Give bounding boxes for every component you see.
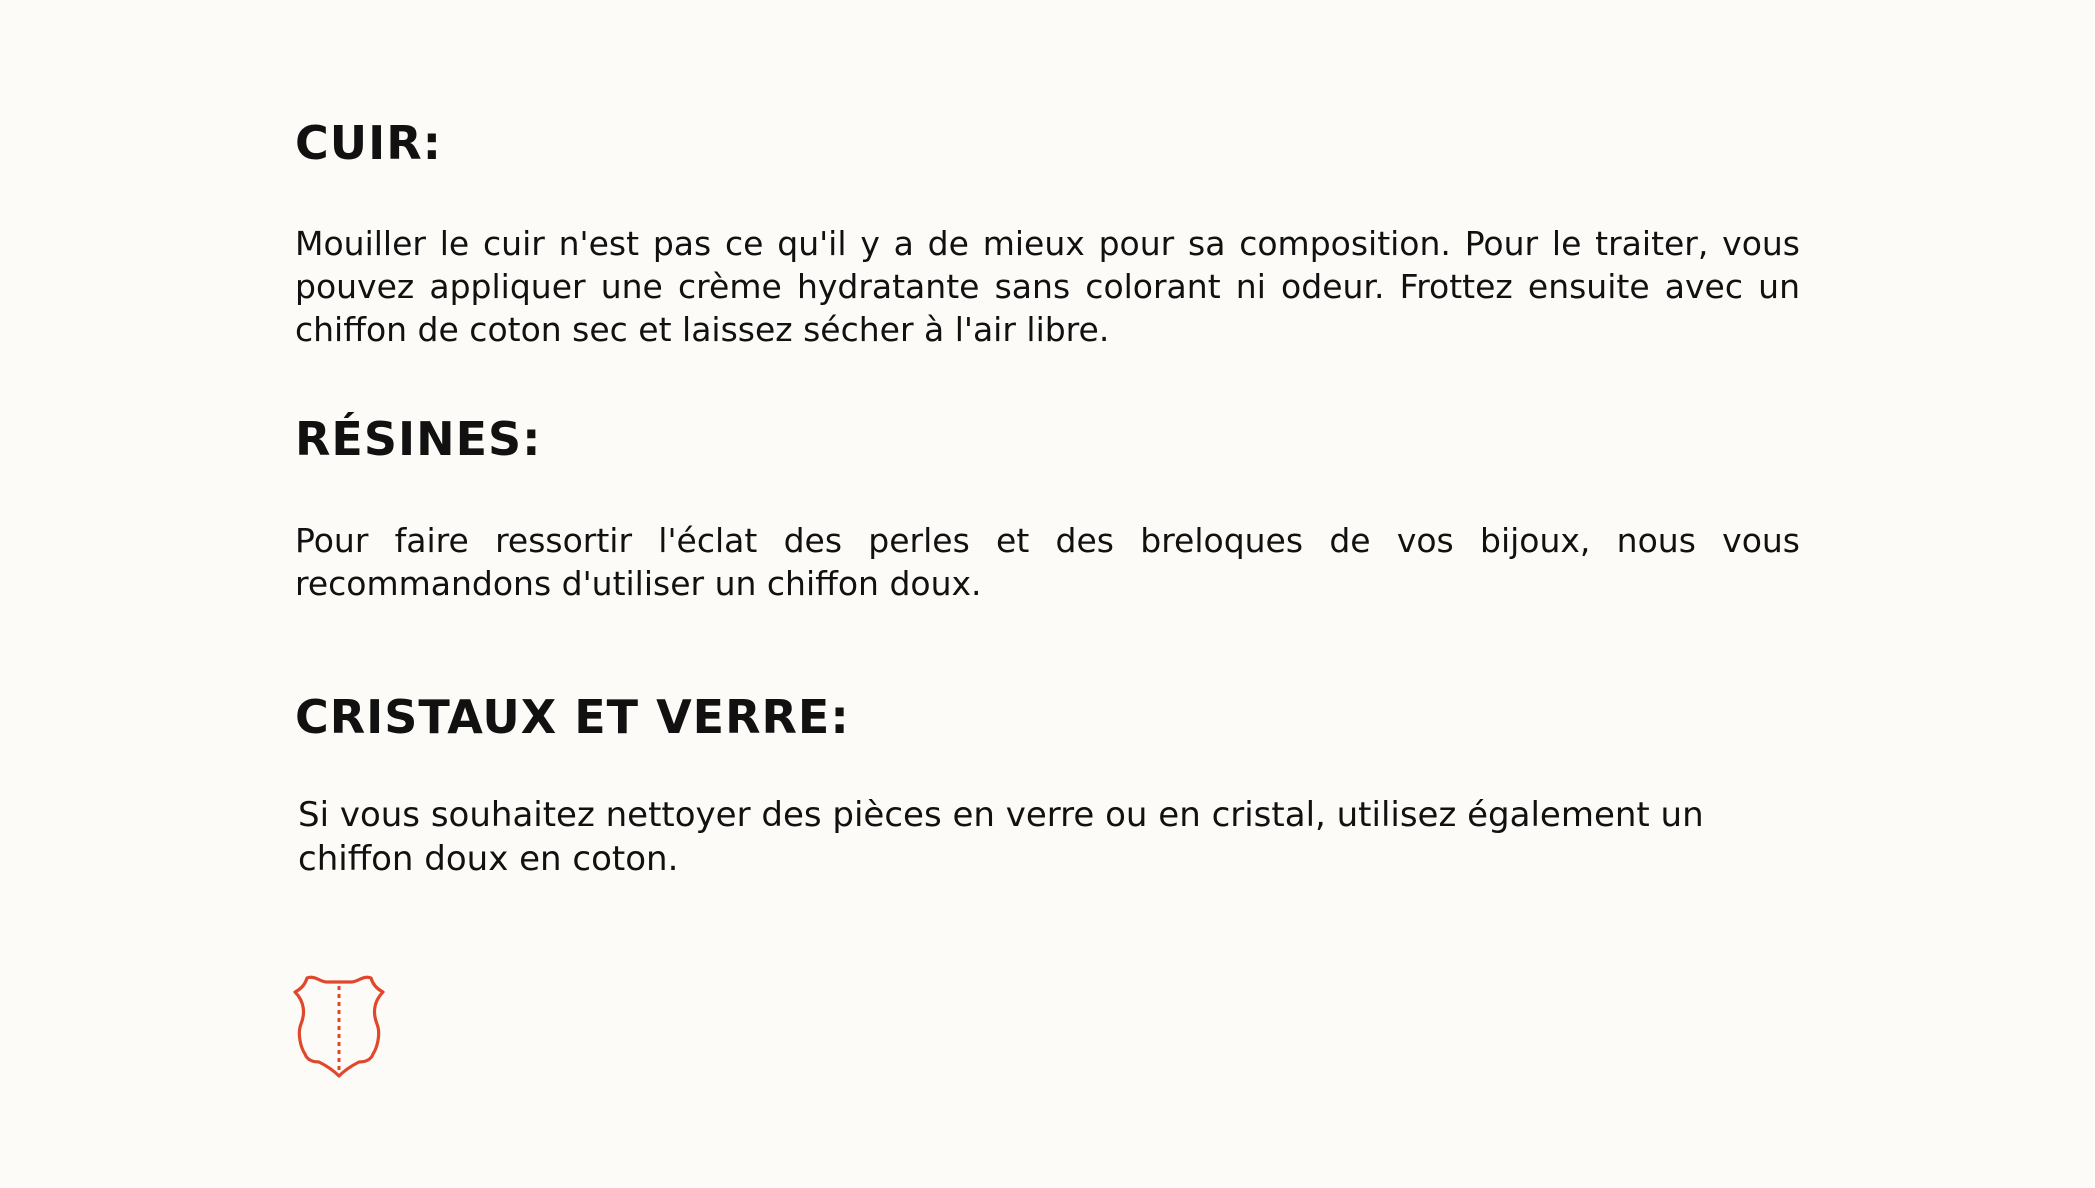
leather-icon [293, 972, 385, 1080]
section-text-resines: Pour faire ressortir l'éclat des perles et des breloques de vos bijoux, nous vous recommandons d'utiliser un chiffon doux. [295, 521, 1800, 603]
section-heading-cuir: CUIR: [295, 116, 443, 170]
section-heading-cristaux: CRISTAUX ET VERRE: [295, 690, 850, 744]
section-text-cuir: Mouiller le cuir n'est pas ce qu'il y a de mieux pour sa composition. Pour le traiter, vous pouvez appliquer une crème hydratante sans colorant ni odeur. Frottez ensuite avec un chiffon de coton sec et laissez sécher à l'air libre. [295, 224, 1800, 349]
section-heading-resines: RÉSINES: [295, 412, 542, 466]
section-text-cristaux: Si vous souhaitez nettoyer des pièces en verre ou en cristal, utilisez également un chiffon doux en coton. [298, 795, 1704, 879]
